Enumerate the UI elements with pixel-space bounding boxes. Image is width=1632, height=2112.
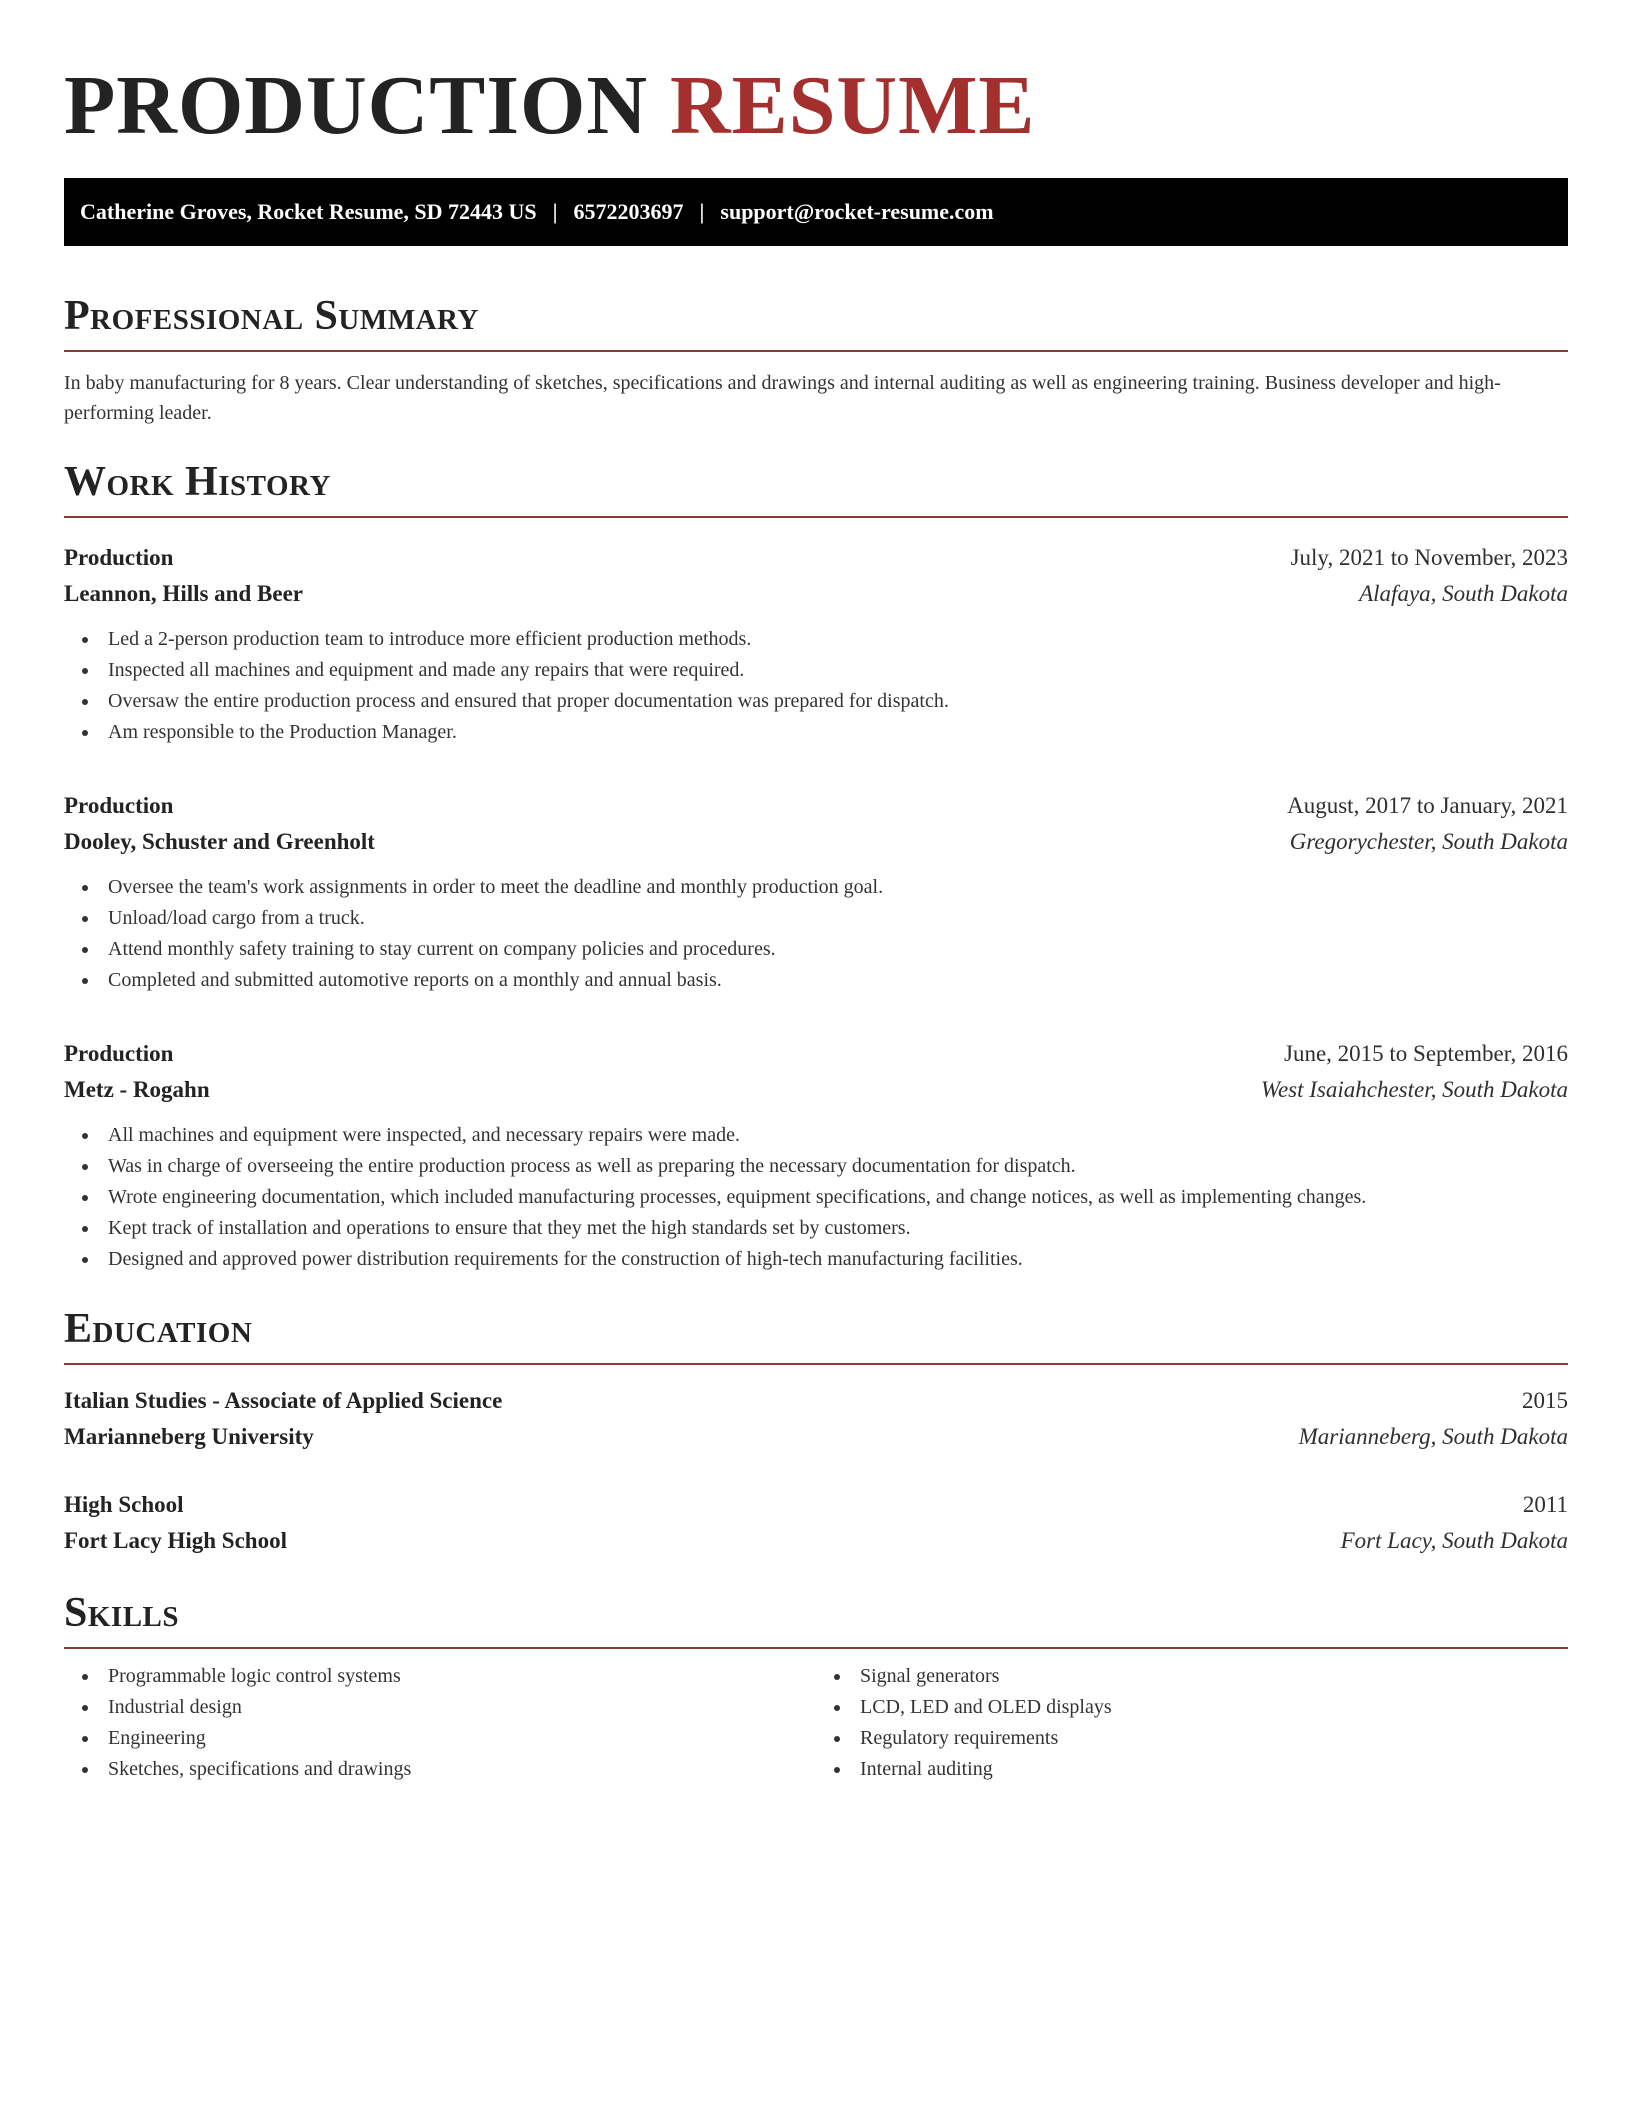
skill-item: LCD, LED and OLED displays — [860, 1692, 1568, 1723]
job-dates: August, 2017 to January, 2021 — [1287, 793, 1568, 818]
job-dates: June, 2015 to September, 2016 — [1284, 1041, 1568, 1066]
job-entry — [64, 540, 1568, 748]
job-title: Production — [64, 793, 174, 818]
job-company: Dooley, Schuster and Greenholt — [64, 829, 375, 854]
job-duties — [64, 1120, 1568, 1275]
job-company: Leannon, Hills and Beer — [64, 581, 303, 606]
section-title-education: Education — [64, 1306, 253, 1352]
education-year: 2011 — [1522, 1492, 1568, 1517]
job-location: Gregorychester, South Dakota — [1289, 829, 1568, 854]
skills-list-right — [816, 1661, 1568, 1785]
contact-phone: 6572203697 — [573, 199, 684, 224]
job-entry — [64, 788, 1568, 996]
contact-address: Catherine Groves, Rocket Resume, SD 72443 US — [80, 199, 537, 224]
list-item: Inspected all machines and equipment and made any repairs that were required. — [108, 655, 1568, 686]
skill-item: Industrial design — [108, 1692, 816, 1723]
resume-title — [64, 0, 1568, 154]
education-location: Fort Lacy, South Dakota — [1340, 1528, 1568, 1553]
section-divider — [64, 1647, 1568, 1649]
list-item: Kept track of installation and operations to ensure that they met the high standards set by customers. — [108, 1213, 1568, 1244]
skill-item: Regulatory requirements — [860, 1723, 1568, 1754]
education-section — [64, 1305, 1568, 1559]
contact-email[interactable]: support@rocket-resume.com — [720, 199, 994, 224]
section-divider — [64, 350, 1568, 352]
list-item: Oversee the team's work assignments in order to meet the deadline and monthly production goal. — [108, 872, 1568, 903]
summary-section — [64, 292, 1568, 428]
education-location: Marianneberg, South Dakota — [1298, 1424, 1568, 1449]
job-title: Production — [64, 545, 174, 570]
section-title-work-history: Work History — [64, 459, 331, 505]
title-accent: RESUME — [670, 59, 1036, 152]
education-school: Marianneberg University — [64, 1424, 314, 1449]
education-degree: Italian Studies - Associate of Applied Science — [64, 1388, 503, 1413]
summary-text: In baby manufacturing for 8 years. Clear understanding of sketches, specifications and drawings and internal auditing as well as engineering training. Business developer and high-performing leader. — [64, 372, 1501, 424]
job-location: Alafaya, South Dakota — [1359, 581, 1568, 606]
job-duties — [64, 624, 1568, 748]
list-item: Led a 2-person production team to introduce more efficient production methods. — [108, 624, 1568, 655]
contact-separator: | — [699, 199, 705, 224]
skill-item: Engineering — [108, 1723, 816, 1754]
contact-separator: | — [552, 199, 558, 224]
list-item: Completed and submitted automotive reports on a monthly and annual basis. — [108, 965, 1568, 996]
job-location: West Isaiahchester, South Dakota — [1260, 1077, 1568, 1102]
skills-columns — [64, 1661, 1568, 1785]
skill-item: Sketches, specifications and drawings — [108, 1754, 816, 1785]
job-entry — [64, 1036, 1568, 1275]
list-item: Wrote engineering documentation, which included manufacturing processes, equipment specifications, and change notices, as well as implementing changes. — [108, 1182, 1568, 1213]
contact-bar — [64, 178, 1568, 246]
list-item: Oversaw the entire production process and ensured that proper documentation was prepared for dispatch. — [108, 686, 1568, 717]
skills-list-left — [64, 1661, 816, 1785]
list-item: Am responsible to the Production Manager. — [108, 717, 1568, 748]
education-entry — [64, 1383, 1568, 1455]
education-degree: High School — [64, 1492, 184, 1517]
section-title-summary: Professional Summary — [64, 293, 479, 339]
education-entry — [64, 1487, 1568, 1559]
skill-item: Signal generators — [860, 1661, 1568, 1692]
section-divider — [64, 1363, 1568, 1365]
skill-item: Internal auditing — [860, 1754, 1568, 1785]
section-title-skills: Skills — [64, 1590, 180, 1636]
job-company: Metz - Rogahn — [64, 1077, 210, 1102]
job-dates: July, 2021 to November, 2023 — [1290, 545, 1568, 570]
list-item: All machines and equipment were inspected, and necessary repairs were made. — [108, 1120, 1568, 1151]
education-year: 2015 — [1522, 1388, 1568, 1413]
skills-section — [64, 1589, 1568, 1785]
list-item: Unload/load cargo from a truck. — [108, 903, 1568, 934]
work-history-section — [64, 458, 1568, 1275]
title-main: PRODUCTION — [64, 59, 649, 152]
job-duties — [64, 872, 1568, 996]
list-item: Attend monthly safety training to stay current on company policies and procedures. — [108, 934, 1568, 965]
list-item: Was in charge of overseeing the entire production process as well as preparing the necessary documentation for dispatch. — [108, 1151, 1568, 1182]
skill-item: Programmable logic control systems — [108, 1661, 816, 1692]
job-title: Production — [64, 1041, 174, 1066]
education-school: Fort Lacy High School — [64, 1528, 287, 1553]
list-item: Designed and approved power distribution requirements for the construction of high-tech manufacturing facilities. — [108, 1244, 1568, 1275]
section-divider — [64, 516, 1568, 518]
